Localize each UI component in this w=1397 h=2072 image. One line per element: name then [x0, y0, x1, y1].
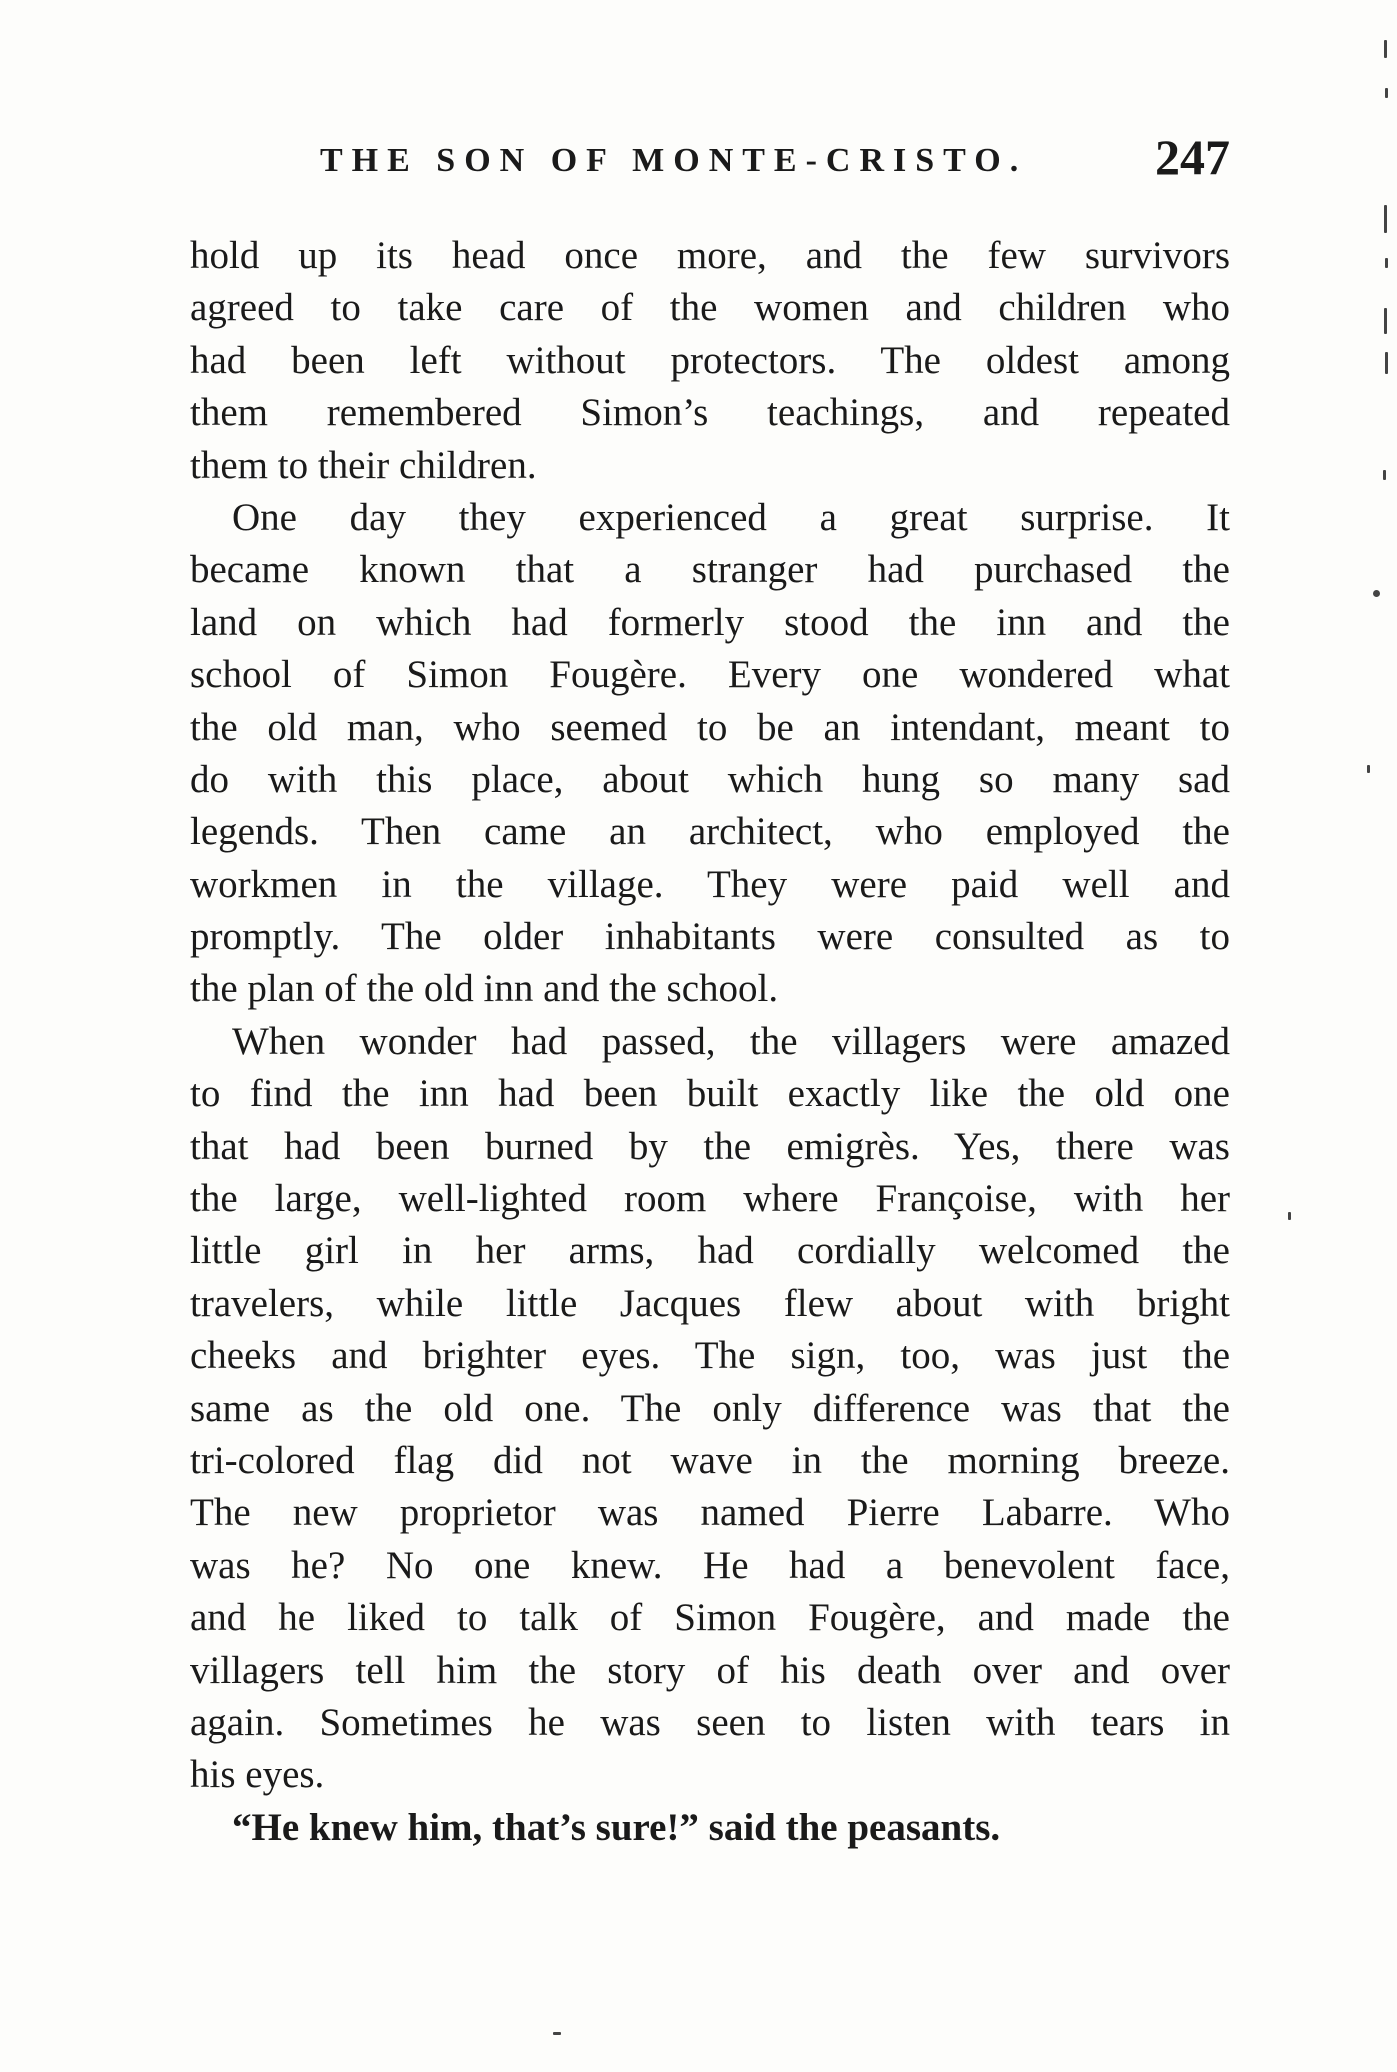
text-line: The new proprietor was named Pierre Labarre. Who — [190, 1491, 1230, 1535]
running-title: THE SON OF MONTE-CRISTO. — [320, 142, 1028, 179]
text-line: that had been burned by the emigrès. Yes, there was — [190, 1124, 1230, 1168]
text-line: and he liked to talk of Simon Fougère, and made the — [190, 1596, 1230, 1640]
text-line: do with this place, about which hung so many sad — [190, 757, 1230, 801]
text-line: them remembered Simon’s teachings, and repeated — [190, 391, 1230, 435]
text-line: them to their children. — [190, 443, 537, 487]
scan-speck — [1288, 1212, 1291, 1220]
scan-speck — [1373, 590, 1380, 597]
text-line: tri-colored flag did not wave in the morning breeze. — [190, 1438, 1230, 1482]
text-line: workmen in the village. They were paid well and — [190, 862, 1230, 906]
text-line: was he? No one knew. He had a benevolent face, — [190, 1543, 1230, 1587]
text-line: had been left without protectors. The oldest among — [190, 338, 1230, 382]
body-text — [190, 230, 1230, 1854]
text-line: land on which had formerly stood the inn and the — [190, 600, 1230, 644]
text-line: “He knew him, that’s sure!” said the peasants. — [232, 1805, 1001, 1849]
scan-speck — [1384, 205, 1387, 233]
scan-speck — [1384, 40, 1387, 58]
text-line: same as the old one. The only difference was that the — [190, 1386, 1230, 1430]
text-line: villagers tell him the story of his death over and over — [190, 1648, 1230, 1692]
text-line: the large, well-lighted room where Françoise, with her — [190, 1177, 1230, 1221]
text-line: became known that a stranger had purchased the — [190, 548, 1230, 592]
text-line: travelers, while little Jacques flew about with bright — [190, 1281, 1230, 1325]
scan-speck — [1367, 765, 1370, 773]
scan-speck — [1385, 258, 1388, 268]
page-header — [190, 128, 1230, 188]
text-line: again. Sometimes he was seen to listen with tears in — [190, 1700, 1230, 1744]
text-line: When wonder had passed, the villagers were amazed — [232, 1019, 1230, 1063]
text-line: to find the inn had been built exactly like the old one — [190, 1072, 1230, 1116]
text-line: his eyes. — [190, 1753, 325, 1797]
scan-speck — [553, 2032, 561, 2035]
text-line: cheeks and brighter eyes. The sign, too, was just the — [190, 1334, 1230, 1378]
scan-speck — [1385, 88, 1388, 98]
text-line: One day they experienced a great surprise. It — [232, 495, 1230, 539]
text-line: promptly. The older inhabitants were consulted as to — [190, 915, 1230, 959]
scan-speck — [1383, 470, 1386, 480]
text-line: legends. Then came an architect, who employed the — [190, 810, 1230, 854]
scan-speck — [1385, 352, 1388, 374]
text-line: school of Simon Fougère. Every one wondered what — [190, 653, 1230, 697]
text-line: little girl in her arms, had cordially welcomed the — [190, 1229, 1230, 1273]
text-line: agreed to take care of the women and children who — [190, 286, 1230, 330]
scan-speck — [1384, 308, 1387, 334]
text-line: the plan of the old inn and the school. — [190, 967, 779, 1011]
page-number: 247 — [1155, 129, 1230, 185]
text-line: the old man, who seemed to be an intendant, meant to — [190, 705, 1230, 749]
text-line: hold up its head once more, and the few survivors — [190, 234, 1230, 277]
